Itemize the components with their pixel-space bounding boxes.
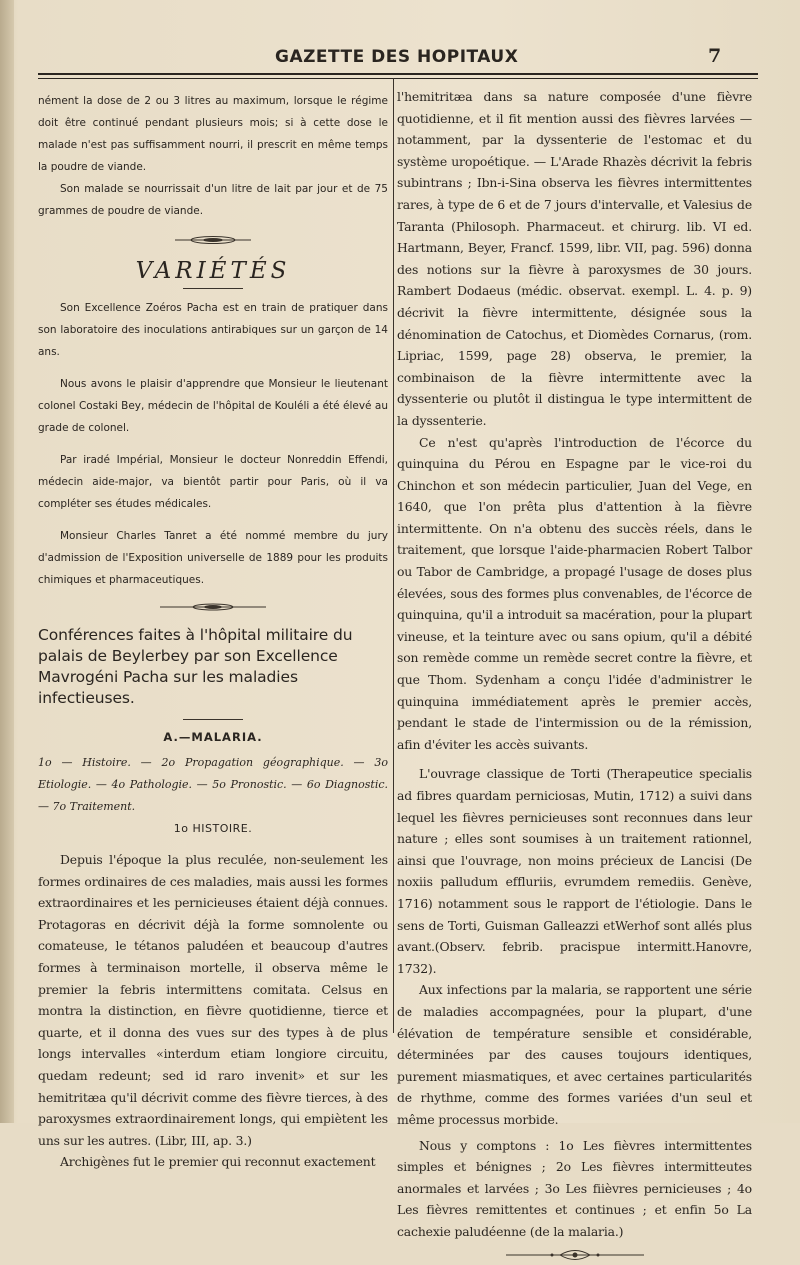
body-paragraph: Ce n'est qu'après l'introduction de l'écorce du quinquina du Pérou en Espagne par le vice-roi du Chinchon et son médecin particulier, Juan del Vege, en 1640, que l'on prêta plus d'attention à la fièvre intermittente. On n'a obtenu des succès réels, dans le traitement, que lorsque l'aide-pharmacien Robert Talbor ou Tabor de Cambridge, a propagé l'usage de doses plus élevées, sous des formes plus convenables, de l'écorce de quinquina, qu'il a introduit sa macération, pour la plupart vineuse, et la teinture avec ou sans opium, qu'il a débité son remède comme un remède secret contre la fièvre, et que Thom. Sydenham a conçu l'idée d'administrer le quinquina immédiatement après le premier accès, pendant le stade de l'intermission ou de la rémission, afin d'éviter les accès suivants.: [397, 434, 753, 752]
ornament-divider: [38, 597, 388, 619]
ornament-divider: [397, 1248, 752, 1265]
ornament-divider: [38, 230, 388, 252]
ornament-icon: [500, 1248, 650, 1262]
history-paragraph: Archigènes fut le premier qui reconnut exactement: [60, 1154, 376, 1170]
page-binding-edge: [0, 0, 14, 1123]
section-heading: A.—MALARIA.: [163, 730, 263, 744]
varietes-paragraph: Nous avons le plaisir d'apprendre que Monsieur le lieutenant colonel Costaki Bey, médecin de l'hôpital de Kouléli a été élevé au grade de colonel.: [38, 378, 388, 434]
body-paragraph: Nous y comptons : 1o Les fièvres intermittentes simples et bénignes ; 2o Les fièvres intermitteutes anormales et larvées ; 3o Les fiièvres pernicieuses ; 4o Les fièvres remittentes et continues ; et enfin 5o La cachexie paludéenne (de la malaria.): [397, 1137, 752, 1239]
short-rule: [183, 288, 243, 289]
varietes-paragraph: Monsieur Charles Tanret a été nommé membre du jury d'admission de l'Exposition universelle de 1889 pour les produits chimiques et pharmaceutiques.: [38, 530, 388, 586]
body-paragraph: Aux infections par la malaria, se rapportent une série de maladies accompagnées, pour la plupart, d'une élévation de température sensible et considérable, déterminées par des causes toujours identiques, purement miasmatiques, et avec certaines particularités de rhythme, comme des formes variées d'un seul et même processus morbide.: [397, 982, 752, 1127]
ornament-icon: [158, 602, 268, 612]
short-rule: [183, 719, 243, 720]
column-divider: [393, 78, 394, 1033]
right-column: [397, 86, 752, 1265]
varietes-paragraph: Son Excellence Zoéros Pacha est en train de pratiquer dans son laboratoire des inoculations antirabiques sur un garçon de 14 ans.: [38, 302, 388, 358]
conference-title: Conférences faites à l'hôpital militaire du palais de Beylerbey par son Excellence Mavrogéni Pacha sur les maladies infectieuses.: [38, 626, 353, 707]
header-rule: [38, 73, 758, 79]
history-paragraph: Depuis l'époque la plus reculée, non-seulement les formes ordinaires de ces maladies, mais aussi les formes extraordinaires et les pernicieuses étaient déjà connues. Protagoras en décrivit déjà la forme somnolente ou comateuse, le tétanos paludéen et beaucoup d'autres formes à terminaison mortelle, il observa même le premier la febris intermittens comitata. Celsus en montra la distinction, en fièvre quotidienne, tierce et quarte, et il donna des vues sur des types à de plus longs intervalles «interdum etiam longiore circuitu, quedam redeunt; sed id raro invenit» et sur les hemitritæa qu'il décrivit comme des fièvre tierces, à des paroxysmes extraordinairement longs, qui empiètent les uns sur les autres. (Libr, III, ap. 3.): [38, 852, 388, 1148]
subsection-heading: 1o HISTOIRE.: [173, 822, 253, 835]
table-of-contents: 1o — Histoire. — 2o Propagation géographique. — 3o Etiologie. — 4o Pathologie. — 5o Pronostic. — 6o Diagnostic. — 7o Traitement.: [38, 756, 388, 813]
body-paragraph: L'ouvrage classique de Torti (Therapeutice specialis ad fibres quardam perniciosas, Mutin, 1712) a suivi dans lequel les fièvres pernicieuses sont reconnues dans leur nature ; elles sont soumises à un traitement rationnel, ainsi que l'ouvrage, non moins précieux de Lancisi (De noxiis palludum effluriis, evrumdem remediis. Genève, 1716) notamment sous le rapport de l'étiologie. Dans le sens de Torti, Guisman Galleazzi etWerhof sont allés plus avant.(Observ. febrib. pracispue intermitt.Hanovre, 1732).: [397, 766, 752, 976]
intro-paragraph: nément la dose de 2 ou 3 litres au maximum, lorsque le régime doit être continué pendant plusieurs mois; si à cette dose le malade n'est pas suffisamment nourri, il prescrit en même temps la poudre de viande.: [38, 95, 388, 173]
varietes-paragraph: Par iradé Impérial, Monsieur le docteur Nonreddin Effendi, médecin aide-major, va bientôt partir pour Paris, où il va compléter ses études médicales.: [38, 454, 388, 510]
intro-paragraph: Son malade se nourrissait d'un litre de lait par jour et de 75 grammes de poudre de viande.: [38, 183, 388, 217]
body-paragraph: l'hemitritæa dans sa nature composée d'une fièvre quotidienne, et il fit mention aussi des fièvres larvées — notamment, par la dyssenterie de l'estomac et du système uropoétique. — L'Arade Rhazès décrivit la febris subintrans ; Ibn-i-Sina observa les fièvres intermittentes rares, à type de 6 et de 7 jours d'intervalle, et Valesius de Taranta (Philosoph. Pharmaceut. et chirurg. lib. VI ed. Hartmann, Beyer, Francf. 1599, libr. VII, pag. 596) donna des notions sur la fièvre à paroxysmes de 30 jours. Rambert Dodaeus (médic. observat. exempl. L. 4. p. 9) décrivit la fièvre intermittente, désignée sous la dénomination de Catochus, et Diomèdes Cornarus, (rom. Lipriac, 1599, page 28) observa, le premier, la combinaison de la fièvre intermittente avec la dyssenterie ou plutôt il distingua le type intermittent de la dyssenterie.: [397, 89, 752, 428]
left-column: [38, 90, 388, 1173]
ornament-icon: [173, 235, 253, 245]
journal-title: GAZETTE DES HOPITAUX: [275, 47, 519, 67]
varietes-heading: VARIÉTÉS: [135, 258, 291, 284]
page-number: 7: [708, 45, 722, 67]
